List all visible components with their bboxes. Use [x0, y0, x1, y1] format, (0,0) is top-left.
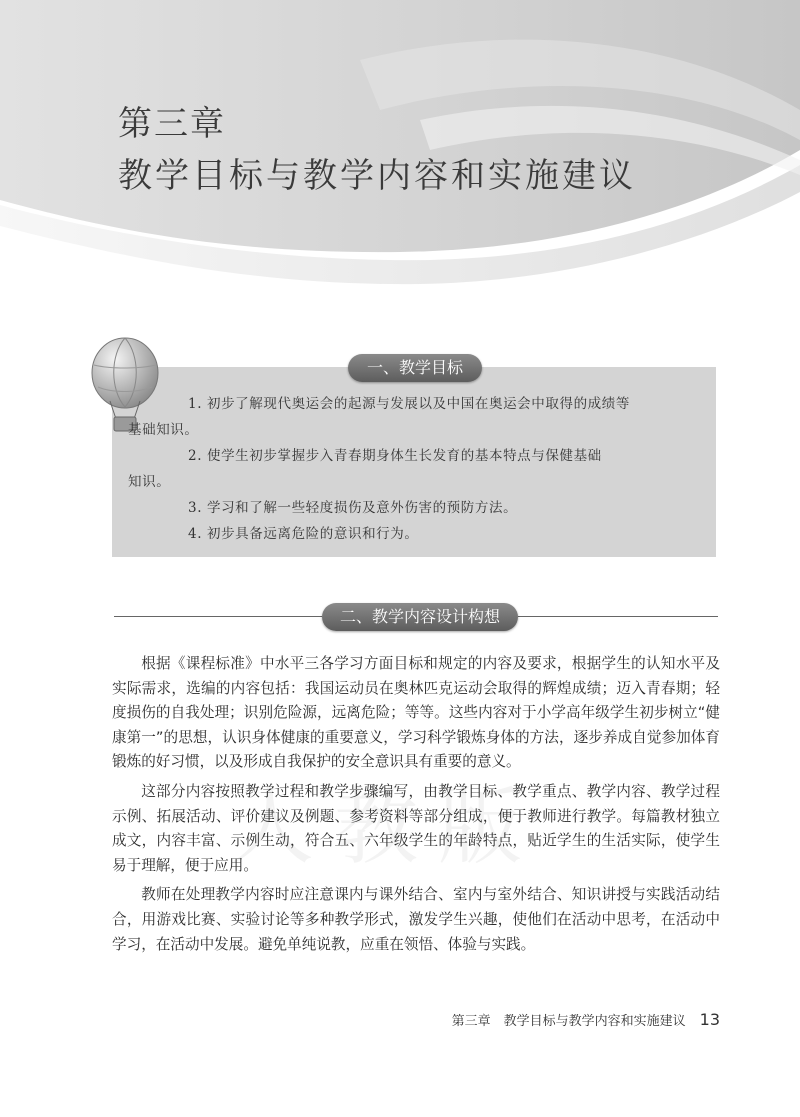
goal-line: 基础知识。	[128, 422, 199, 438]
divider-line-left	[114, 616, 322, 617]
goal-line: 1. 初步了解现代奥运会的起源与发展以及中国在奥运会中取得的成绩等	[188, 396, 630, 412]
body-paragraph: 这部分内容按照教学过程和教学步骤编写，由教学目标、教学重点、教学内容、教学过程示例、拓展活动、评价建议及例题、参考资料等部分组成，便于教师进行教学。每篇教材独立成文，内容丰富、示例生动，符合五、六年级学生的年龄特点，贴近学生的生活实际，使学生易于理解，便于应用。	[112, 782, 720, 874]
body-paragraph: 根据《课程标准》中水平三各学习方面目标和规定的内容及要求，根据学生的认知水平及实际需求，选编的内容包括：我国运动员在奥林匹克运动会取得的辉煌成绩；迈入青春期；轻度损伤的自我处理；识别危险源，远离危险；等等。这些内容对于小学高年级学生初步树立“健康第一”的思想，认识身体健康的重要意义，学习科学锻炼身体的方法，逐步养成自觉参加体育锻炼的好习惯，以及形成自我保护的安全意识具有重要的意义。	[112, 655, 720, 771]
chapter-title: 教学目标与教学内容和实施建议	[118, 156, 636, 196]
divider-line-right	[518, 616, 718, 617]
chapter-number: 第三章	[118, 104, 226, 144]
goal-line: 3. 学习和了解一些轻度损伤及意外伤害的预防方法。	[188, 500, 518, 516]
goal-line: 4. 初步具备远离危险的意识和行为。	[188, 526, 419, 542]
content-design-body	[112, 652, 720, 962]
page-footer	[452, 1010, 720, 1029]
page-number: 13	[699, 1010, 720, 1029]
goal-line: 2. 使学生初步掌握步入青春期身体生长发育的基本特点与保健基础	[188, 448, 602, 464]
goal-line: 知识。	[128, 474, 171, 490]
body-paragraph: 教师在处理教学内容时应注意课内与课外结合、室内与室外结合、知识讲授与实践活动结合，用游戏比赛、实验讨论等多种教学形式，激发学生兴趣，使他们在活动中思考，在活动中学习，在活动中发展。避免单纯说教，应重在领悟、体验与实践。	[112, 886, 720, 953]
section-heading-teaching-goals: 一、教学目标	[348, 354, 482, 382]
running-title: 第三章 教学目标与教学内容和实施建议	[451, 1014, 686, 1029]
section-heading-content-design: 二、教学内容设计构想	[322, 603, 518, 631]
